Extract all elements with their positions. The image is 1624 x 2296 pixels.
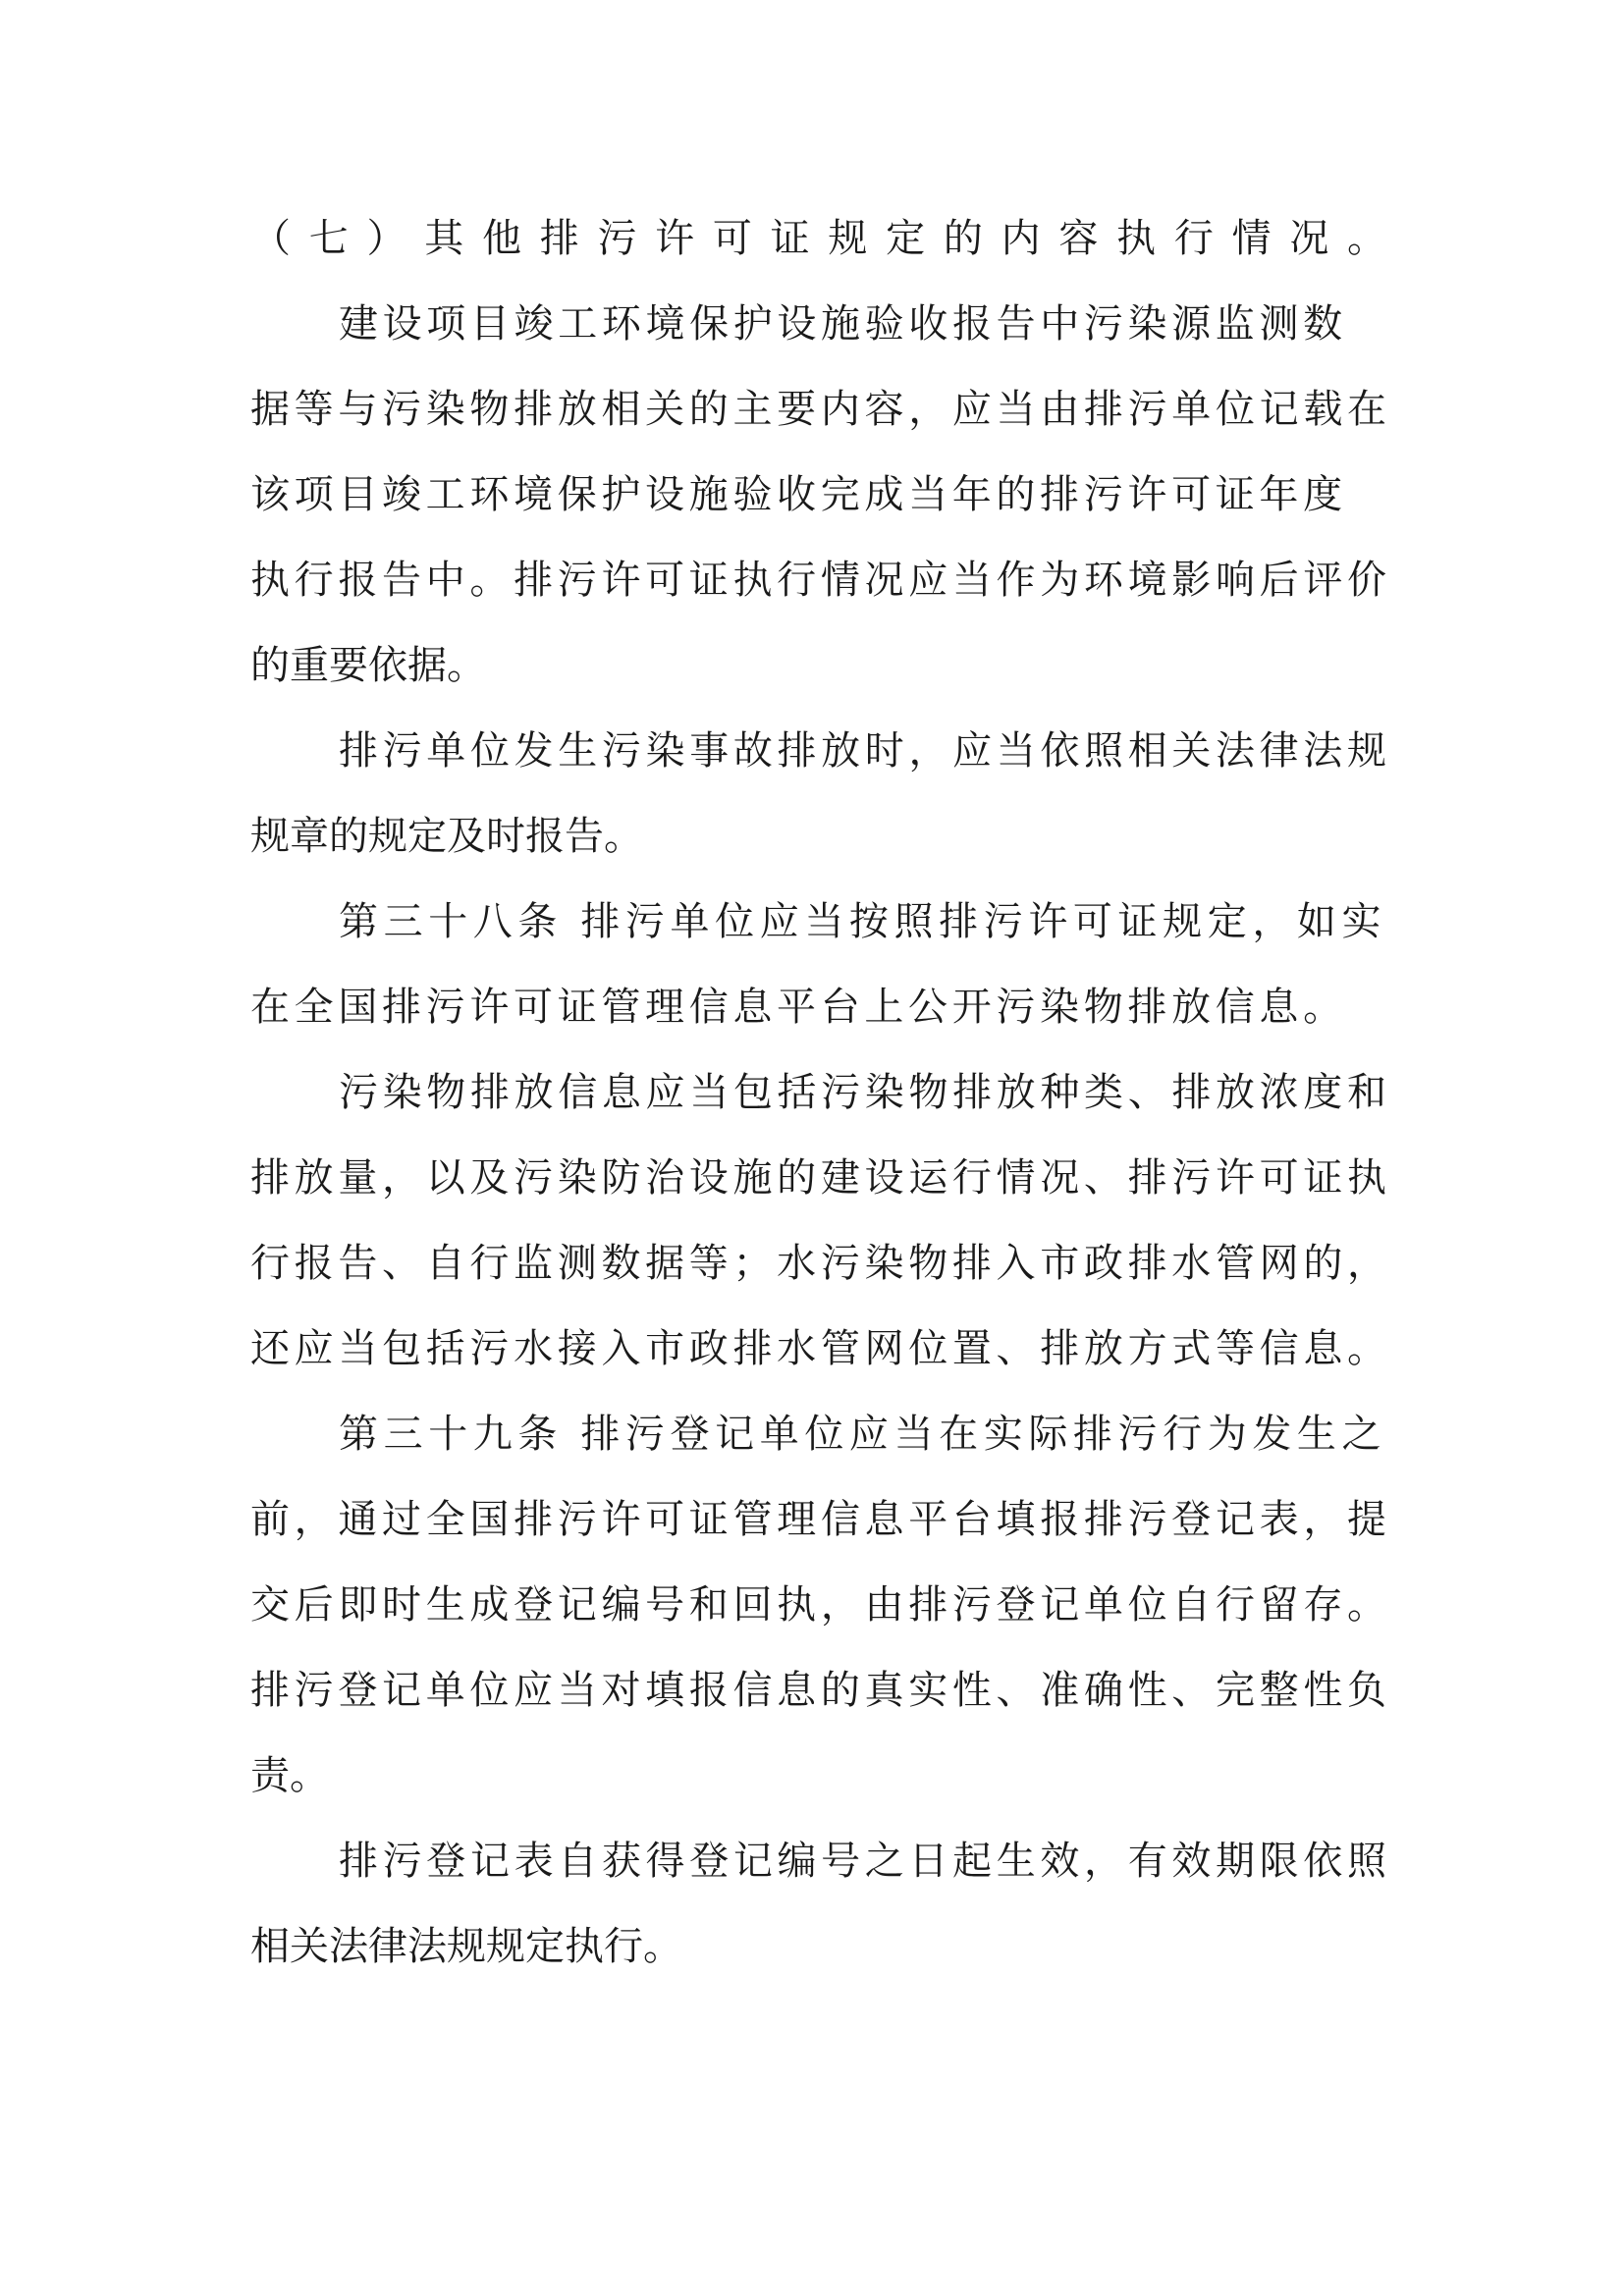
article-38-line-1: 第三十八条 排污单位应当按照排污许可证规定，如实 [339,899,1387,944]
article-39-line-2: 前，通过全国排污许可证管理信息平台填报排污登记表，提 [250,1497,1391,1542]
text-line-21: 相关法律法规规定执行。 [250,1924,682,1969]
text-line-20: 排污登记表自获得登记编号之日起生效，有效期限依照 [339,1839,1391,1884]
text-line-14: 还应当包括污水接入市政排水管网位置、排放方式等信息。 [250,1326,1391,1371]
text-line-8: 规章的规定及时报告。 [250,814,643,859]
article-39-line-4: 排污登记单位应当对填报信息的真实性、准确性、完整性负 [250,1668,1391,1713]
text-line-7: 排污单位发生污染事故排放时，应当依照相关法律法规 [339,728,1391,774]
text-line-3: 据等与污染物排放相关的主要内容，应当由排污单位记载在 [250,387,1391,432]
article-39-line-5: 责。 [250,1753,329,1798]
text-line-12: 排放量，以及污染防治设施的建设运行情况、排污许可证执 [250,1155,1391,1201]
text-line-1: （七）其他排污许可证规定的内容执行情况。 [251,216,1405,261]
text-line-4: 该项目竣工环境保护设施验收完成当年的排污许可证年度 [250,472,1347,517]
text-line-6: 的重要依据。 [250,643,486,688]
text-line-13: 行报告、自行监测数据等；水污染物排入市政排水管网的， [250,1241,1391,1286]
text-line-11: 污染物排放信息应当包括污染物排放种类、排放浓度和 [339,1070,1391,1115]
article-39-line-3: 交后即时生成登记编号和回执，由排污登记单位自行留存。 [250,1582,1391,1628]
text-line-2: 建设项目竣工环境保护设施验收报告中污染源监测数 [339,301,1347,347]
article-39-line-1: 第三十九条 排污登记单位应当在实际排污行为发生之 [339,1412,1387,1457]
article-38-line-2: 在全国排污许可证管理信息平台上公开污染物排放信息。 [250,985,1347,1030]
text-line-5: 执行报告中。排污许可证执行情况应当作为环境影响后评价 [250,558,1391,603]
